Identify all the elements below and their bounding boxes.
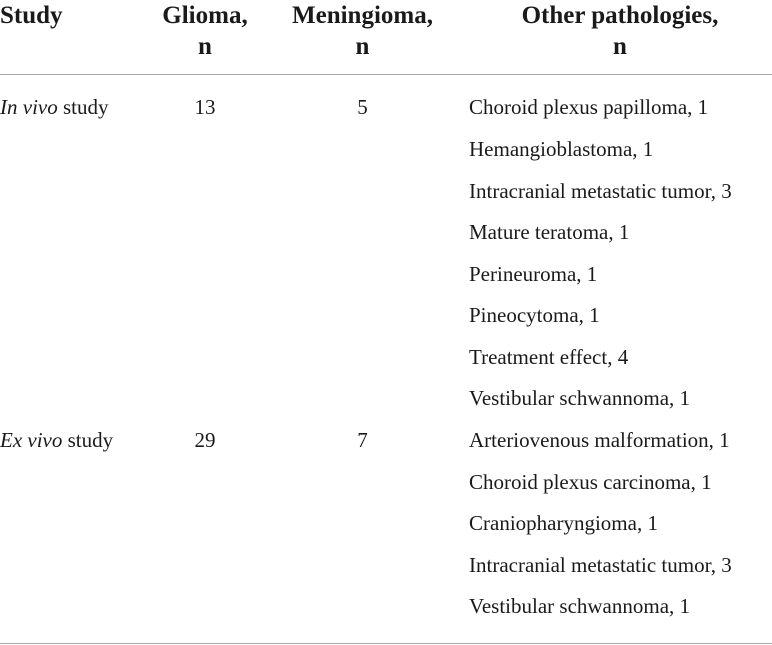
pathology-item: Choroid plexus papilloma, 1 [469,95,709,119]
header-glioma-line2: n [198,33,212,60]
pathology-item: Perineuroma, 1 [469,262,598,286]
row-in-vivo-meningioma: 5 [357,95,368,119]
study-rest: study [57,95,109,119]
header-study [0,0,63,31]
header-other-line2: n [613,33,627,60]
row-in-vivo-glioma: 13 [194,95,216,119]
row-in-vivo-study [0,94,109,121]
row-ex-vivo-glioma: 29 [194,428,216,452]
header-other-pathologies [470,0,770,62]
pathology-item: Vestibular schwannoma, 1 [469,594,691,618]
pathology-item: Hemangioblastoma, 1 [469,137,654,161]
row-ex-vivo-study [0,427,113,454]
pathology-item: Vestibular schwannoma, 1 [469,386,691,410]
header-glioma [150,0,260,62]
header-meningioma-line2: n [355,33,370,60]
pathology-item: Intracranial metastatic tumor, 3 [469,553,732,577]
study-rest: study [62,428,114,452]
pathology-item: Mature teratoma, 1 [469,220,630,244]
table-bottom-rule [0,643,772,644]
header-divider [0,74,772,75]
pathology-item: Craniopharyngioma, 1 [469,511,658,535]
row-ex-vivo-meningioma: 7 [357,428,368,452]
pathology-item: Arteriovenous malformation, 1 [469,428,730,452]
header-meningioma [270,0,455,62]
pathology-item: Intracranial metastatic tumor, 3 [469,179,732,203]
header-glioma-line1: Glioma, [162,2,248,29]
header-study-label: Study [0,2,63,29]
header-meningioma-line1: Meningioma, [292,2,433,29]
pathology-item: Treatment effect, 4 [469,345,629,369]
study-italic: In vivo [0,95,58,119]
pathology-item: Choroid plexus carcinoma, 1 [469,470,712,494]
study-italic: Ex vivo [0,428,63,452]
header-other-line1: Other pathologies, [521,2,719,29]
pathology-item: Pineocytoma, 1 [469,303,600,327]
